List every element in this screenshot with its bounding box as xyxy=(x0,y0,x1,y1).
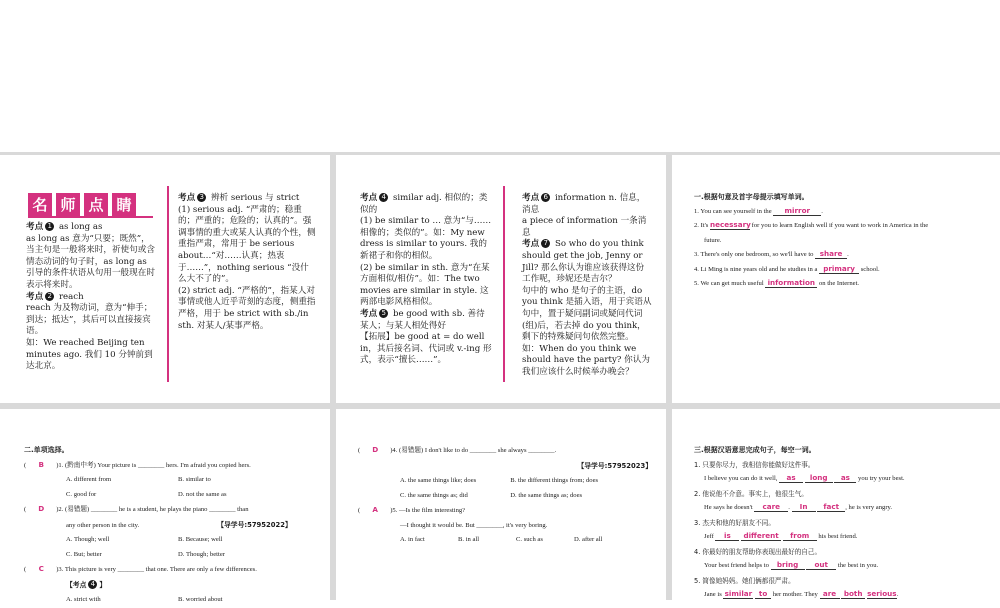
exercise-multiple-choice-2 xyxy=(358,443,658,548)
exercise-heading: 二.单项选择。 xyxy=(24,446,69,454)
question: ( A )5. —Is the film interesting? xyxy=(358,503,658,519)
answer-blank: information xyxy=(765,278,817,288)
key-points-column-2 xyxy=(178,193,316,332)
answer-blank: In xyxy=(792,502,816,512)
key-point-title: similar adj. 相似的；类似的 xyxy=(360,193,488,215)
key-point-text: a piece of information 一条消息 xyxy=(522,216,647,238)
options-row: A. Though; well B. Because; well xyxy=(66,536,223,543)
sentence-row: Your best friend helps to bring out the best in you. xyxy=(704,560,879,569)
key-point-text: 句中的 who 是句子的主语，do you think 是插入语，用于宾语从句中，置于疑问副词或疑问代词(组)后，若去掉 do you think，剩下的特殊疑问句依然完整。 xyxy=(522,285,652,343)
chinese-prompt: 4. 你最好的朋友帮助你表现出最好的自己。 xyxy=(694,547,822,556)
answer-blank: similar xyxy=(724,589,753,598)
chinese-prompt: 5. 简像她妈妈。她们俩都很严肃。 xyxy=(694,576,795,585)
exercise-item: 4. Li Ming is nine years old and he studies in a primary school. xyxy=(694,263,880,273)
answer-blank: out xyxy=(806,560,836,570)
guide-number: 【导学号:57952022】 xyxy=(217,520,292,529)
question: ( D )4. (易错题) I don't like to do ________ she always ________. xyxy=(358,443,658,459)
answer-blank: primary xyxy=(819,264,859,274)
key-point-label: 考点 xyxy=(178,193,196,203)
question-continuation: any other person in the city. 【导学号:57952022】 xyxy=(66,520,292,529)
key-point-number: 3 xyxy=(197,193,206,202)
key-point-text: (1) be similar to … 意为“与……相像的；类似的”。如：My new dress is similar to yours. 我的新裙子和你的相似。 xyxy=(360,216,492,261)
options-row: A. in fact B. in all C. such as D. after all xyxy=(400,536,603,543)
key-point-label: 考点 xyxy=(360,308,378,319)
options-row: A. strict with B. worried about xyxy=(66,596,223,603)
exercise-multiple-choice-1 xyxy=(24,443,324,608)
banner-underline xyxy=(28,216,153,218)
key-point-title: be good with sb. 善待某人；与某人相处得好 xyxy=(360,308,485,331)
answer-blank: to xyxy=(755,589,771,599)
exercise-translation xyxy=(694,443,996,603)
options-row: A. the same things like; does B. the different things from; does xyxy=(400,477,599,484)
key-point-text: (2) strict adj. “严格的”，指某人对事情或他人近乎苛刻的态度，侧重指严格，用于 be strict with sb./in sth. 对某人/某事严格。 xyxy=(178,285,316,331)
key-point-number: 7 xyxy=(541,239,550,248)
key-point-text: (2) be similar in sth. 意为“在某方面相似/相仿”。如：The two movies are similar in style. 这两部电影风格相似。 xyxy=(360,262,490,308)
options-row: C. the same things as; did D. the same things as; does xyxy=(400,491,583,499)
key-point-number: 5 xyxy=(379,309,388,318)
top-blank-area xyxy=(0,0,1000,152)
exercise-item: 2. It's necessary for you to learn English well if you want to work in America in the xyxy=(694,220,929,229)
key-point-label: 考点 xyxy=(26,291,44,302)
answer-blank: is xyxy=(715,531,739,541)
options-row: A. different from B. similar to xyxy=(66,476,211,483)
key-point-label: 考点 xyxy=(26,222,44,232)
sentence-row: Jane is similar to her mother. They are both serious. xyxy=(704,589,899,598)
key-point-label: 考点 xyxy=(522,239,540,250)
answer-letter: A xyxy=(372,505,378,514)
key-point-number: 1 xyxy=(45,222,54,231)
answer-blank: fact xyxy=(817,502,845,512)
question: ( B )1. (黔南中考) Your picture is ________ hers. I'm afraid you copied hers. xyxy=(24,458,324,474)
key-point-text: reach 为及物动词，意为“伸手；到达；抵达”，其后可以直接接宾语。 xyxy=(26,303,153,337)
famous-teacher-banner xyxy=(28,193,153,217)
key-points-column-3 xyxy=(360,193,492,367)
key-point-title: 辨析 serious 与 strict xyxy=(210,193,300,203)
sentence-row: Jeff is different from his best friend. xyxy=(704,531,858,540)
key-point-title: reach xyxy=(58,291,84,302)
answer-blank: bring xyxy=(771,560,805,570)
column-divider xyxy=(503,186,505,382)
guide-number: 【导学号:57952023】 xyxy=(577,461,652,470)
key-point-text: 【拓展】be good at = do well in，其后接名词、代词或 v.-ing 形式，表示“擅长……”。 xyxy=(360,332,492,366)
key-points-column-4 xyxy=(522,193,652,379)
key-point-text: 如：When do you think we should have the party? 你认为我们应该什么时候举办晚会？ xyxy=(522,343,650,377)
sentence-row: I believe you can do it well, as long as you try your best. xyxy=(704,473,905,482)
answer-blank: different xyxy=(741,531,781,541)
key-point-number: 2 xyxy=(45,292,54,301)
question: ( C )3. This picture is very ________ that one. There are only a few differences. xyxy=(24,562,324,578)
key-point-text: 如：We reached Beijing ten minutes ago. 我们 10 分钟前到达北京。 xyxy=(26,337,153,372)
exercise-item: 5. We can get much useful information on the Internet. xyxy=(694,278,860,287)
key-point-text: as long as 意为“只要；既然”，当主句是一般将来时，祈使句或含情态动词的句子时，as long as 引导的条件状语从句用一般现在时表示将来时。 xyxy=(26,233,155,290)
key-point-number: 6 xyxy=(541,193,550,202)
key-point-number: 4 xyxy=(88,580,97,589)
key-point-title: So who do you think should get the job, Jenny or Jill? 那么你认为谁应该获得这份工作呢，珍妮还是吉尔？ xyxy=(522,239,645,285)
options-row: C. good for D. not the same as xyxy=(66,490,227,498)
sentence-row: He says he doesn't care . In fact , he is very angry. xyxy=(704,502,893,511)
answer-blank: both xyxy=(841,589,865,599)
banner-char: 点 xyxy=(84,193,108,217)
exercise-item: 1. You can see yourself in the mirror . xyxy=(694,205,823,215)
answer-blank: from xyxy=(783,531,817,541)
key-points-column-1 xyxy=(26,222,156,373)
question-continuation: —I thought it would be. But ________, it's very boring. xyxy=(400,521,548,529)
key-point-label: 考点 xyxy=(522,193,540,203)
answer-letter: B xyxy=(38,459,44,469)
answer-letter: D xyxy=(372,445,379,454)
answer-blank: are xyxy=(820,589,840,599)
answer-letter: C xyxy=(38,564,44,573)
banner-char: 名 xyxy=(28,193,52,217)
answer-blank: long xyxy=(805,473,833,483)
answer-blank: share xyxy=(815,249,847,259)
answer-blank: necessary xyxy=(710,220,751,229)
key-point-title: as long as xyxy=(58,222,103,232)
key-point-label: 考点 xyxy=(360,193,378,203)
key-point-title: information n. 信息，消息 xyxy=(522,193,646,215)
key-point-tag: 【考点 4 】 xyxy=(66,579,107,589)
answer-blank: as xyxy=(834,473,856,483)
exercise-fill-words xyxy=(694,190,994,292)
answer-blank: care xyxy=(754,502,788,512)
column-divider xyxy=(167,186,169,382)
exercise-item-continuation: future. xyxy=(704,236,722,244)
options-row: C. But; better D. Though; better xyxy=(66,550,225,558)
key-point-number: 4 xyxy=(379,193,388,202)
chinese-prompt: 2. 他说他不介意。事实上，他很生气。 xyxy=(694,489,808,498)
chinese-prompt: 1. 只要你尽力，我相信你能做好这件事。 xyxy=(694,460,815,469)
banner-char: 师 xyxy=(56,193,80,217)
key-point-text: (1) serious adj. “严肃的；稳重的；严重的；危险的；认真的”。强调事情的重大或某人认真的个性，侧重指严肃，常用于 be serious about…“对……认真；热衷于……”，nothing serious “没什么大不了的”。 xyxy=(178,204,316,285)
exercise-item: 3. There's only one bedroom, so we'll have to share . xyxy=(694,249,849,258)
answer-blank: serious xyxy=(867,589,897,598)
chinese-prompt: 3. 杰夫和他的好朋友不同。 xyxy=(694,518,775,527)
exercise-heading: 一.根据句意及首字母提示填写单词。 xyxy=(694,193,809,201)
exercise-heading: 三.根据汉语意思完成句子，每空一词。 xyxy=(694,446,816,454)
answer-blank: as xyxy=(779,473,803,483)
answer-blank: mirror xyxy=(773,206,821,216)
answer-letter: D xyxy=(38,504,45,513)
guide-number-row xyxy=(358,459,658,475)
question: ( D )2. (易错题) ________ he is a student, he plays the piano ________ than xyxy=(24,502,324,518)
banner-char: 睛 xyxy=(112,193,136,217)
